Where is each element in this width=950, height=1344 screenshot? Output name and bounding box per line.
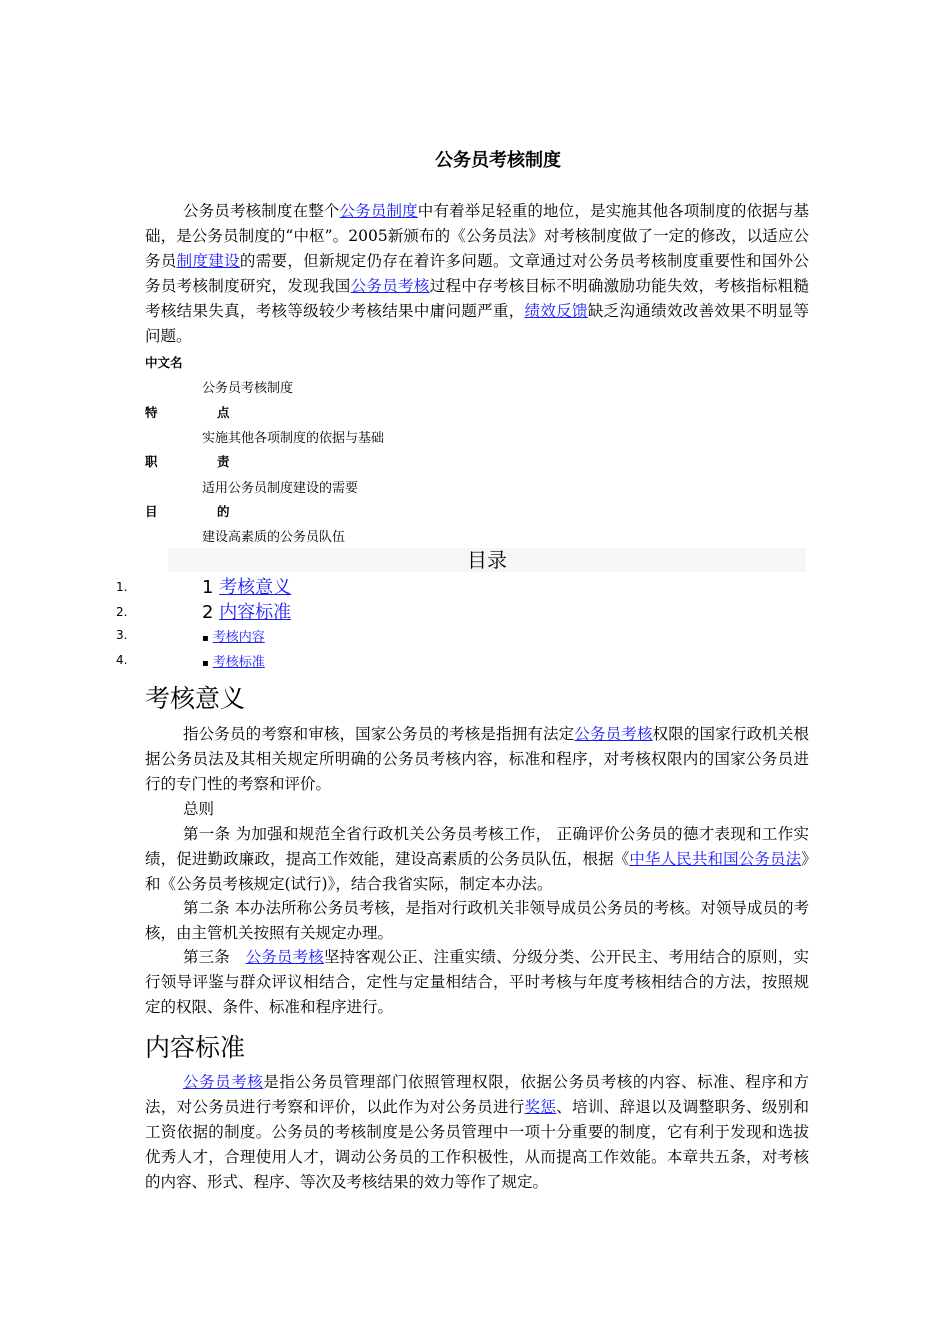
section-heading-significance: 考核意义 <box>145 684 246 713</box>
toc-item-1 <box>202 573 291 599</box>
section-heading-content-standard: 内容标准 <box>145 1033 246 1062</box>
link-reward-punishment[interactable]: 奖惩 <box>524 1098 557 1116</box>
toc-number: 1. <box>116 580 128 594</box>
article-1-text-1: 第一条 为加强和规范全省行政机关公务员考核工作， 正确评价公务员的德才表现和工作实绩，促进勤政廉政，提高工作效能，建设高素质的公务员队伍，根据《 <box>145 825 809 868</box>
info-value-feature: 实施其他各项制度的依据与基础 <box>202 431 385 446</box>
section2-paragraph <box>145 1070 809 1195</box>
article-3-text-1: 第三条 <box>183 948 246 966</box>
link-civil-servant-law[interactable]: 中华人民共和国公务员法 <box>629 850 802 868</box>
link-civil-servant-assessment[interactable]: 公务员考核 <box>574 725 653 743</box>
bullet-icon: ▪ <box>202 633 209 644</box>
section2-text-2: 、培训、辞退以及调整职务、级别和工资依据的制度。公务员的考核制度是公务员管理中一项十分重要的制度，它有利于发现和选拔优秀人才，合理使用人才，调动公务员的工作积极性，从而提高工作效能。本章共五条，对考核的内容、形式、程序、等次及考核结果的效力等作了规定。 <box>145 1098 809 1191</box>
article-2: 第二条 本办法所称公务员考核，是指对行政机关非领导成员公务员的考核。对领导成员的考核，由主管机关按照有关规定办理。 <box>145 899 809 942</box>
toc-prefix: 1 <box>202 577 220 598</box>
intro-text-5: 缺乏沟通绩效改善效果不明显等问题。 <box>145 302 809 345</box>
article-1 <box>145 822 809 897</box>
info-label-duty <box>145 452 230 470</box>
info-value-duty: 适用公务员制度建设的需要 <box>202 481 359 496</box>
intro-paragraph <box>145 199 809 349</box>
section1-text-2: 权限的国家行政机关根据公务员法及其相关规定所明确的公务员考核内容，标准和程序，对考核权限内的国家公务员进行的专门性的考察和评价。 <box>145 725 809 793</box>
info-label-part: 点 <box>217 405 230 420</box>
toc-link-assessment-content[interactable]: 考核内容 <box>212 630 265 645</box>
toc-link-content-standard[interactable]: 内容标准 <box>219 602 292 623</box>
article-3-text-2: 坚持客观公正、注重实绩、分级分类、公开民主、考用结合的原则，实行领导评鉴与群众评议相结合，定性与定量相结合，平时考核与年度考核相结合的方法，按照规定的权限、条件、标准和程序进行。 <box>145 948 809 1016</box>
general-provisions-label: 总则 <box>183 800 215 818</box>
toc-number: 4. <box>116 653 128 667</box>
toc-item-2 <box>202 598 291 624</box>
info-value-purpose: 建设高素质的公务员队伍 <box>202 530 346 545</box>
toc-prefix: 2 <box>202 602 220 623</box>
link-civil-servant-assessment[interactable]: 公务员考核 <box>183 1073 264 1091</box>
info-label-part: 的 <box>217 504 230 519</box>
link-civil-servant-system[interactable]: 公务员制度 <box>339 202 418 220</box>
toc-link-assessment-standard[interactable]: 考核标准 <box>212 655 265 670</box>
toc-item-4 <box>202 651 265 670</box>
intro-text-1: 公务员考核制度在整个 <box>183 202 340 220</box>
article-1-text-2: 》和《公务员考核规定(试行)》，结合我省实际，制定本办法。 <box>145 850 809 893</box>
section2-text-1: 是指公务员管理部门依照管理权限，依据公务员考核的内容、标准、程序和方法，对公务员进行考察和评价，以此作为对公务员进行 <box>145 1073 809 1116</box>
toc-number: 3. <box>116 628 128 642</box>
link-civil-servant-assessment[interactable]: 公务员考核 <box>245 948 324 966</box>
toc-item-3 <box>202 626 265 645</box>
article-3 <box>145 945 809 1020</box>
info-label-part: 职 <box>145 454 158 469</box>
info-value-name: 公务员考核制度 <box>202 381 294 396</box>
intro-text-4: 过程中存考核目标不明确激励功能失效，考核指标粗糙考核结果失真，考核等级较少考核结果中庸问题严重， <box>145 277 809 320</box>
info-label-purpose <box>145 502 230 520</box>
link-performance-feedback[interactable]: 绩效反馈 <box>524 302 588 320</box>
info-label-part: 目 <box>145 504 158 519</box>
toc-link-significance[interactable]: 考核意义 <box>219 577 292 598</box>
document-title: 公务员考核制度 <box>435 150 561 171</box>
toc-number: 2. <box>116 605 128 619</box>
link-system-construction[interactable]: 制度建设 <box>176 252 240 270</box>
bullet-icon: ▪ <box>202 658 209 669</box>
info-label-part: 中文名 <box>145 355 183 370</box>
link-civil-servant-assessment[interactable]: 公务员考核 <box>350 277 430 295</box>
toc-title: 目录 <box>168 548 806 572</box>
section1-text-1: 指公务员的考察和审核，国家公务员的考核是指拥有法定 <box>183 725 575 743</box>
intro-text-2: 中有着举足轻重的地位，是实施其他各项制度的依据与基础，是公务员制度的“中枢”。2005新颁布的《公务员法》对考核制度做了一定的修改，以适应公务员 <box>145 202 809 270</box>
info-label-part: 责 <box>217 454 230 469</box>
info-label-part: 特 <box>145 405 158 420</box>
info-label-name <box>145 353 183 371</box>
intro-text-3: 的需要，但新规定仍存在着许多问题。文章通过对公务员考核制度重要性和国外公务员考核制度研究，发现我国 <box>145 252 809 295</box>
section1-paragraph <box>145 722 809 797</box>
info-label-feature <box>145 403 230 421</box>
